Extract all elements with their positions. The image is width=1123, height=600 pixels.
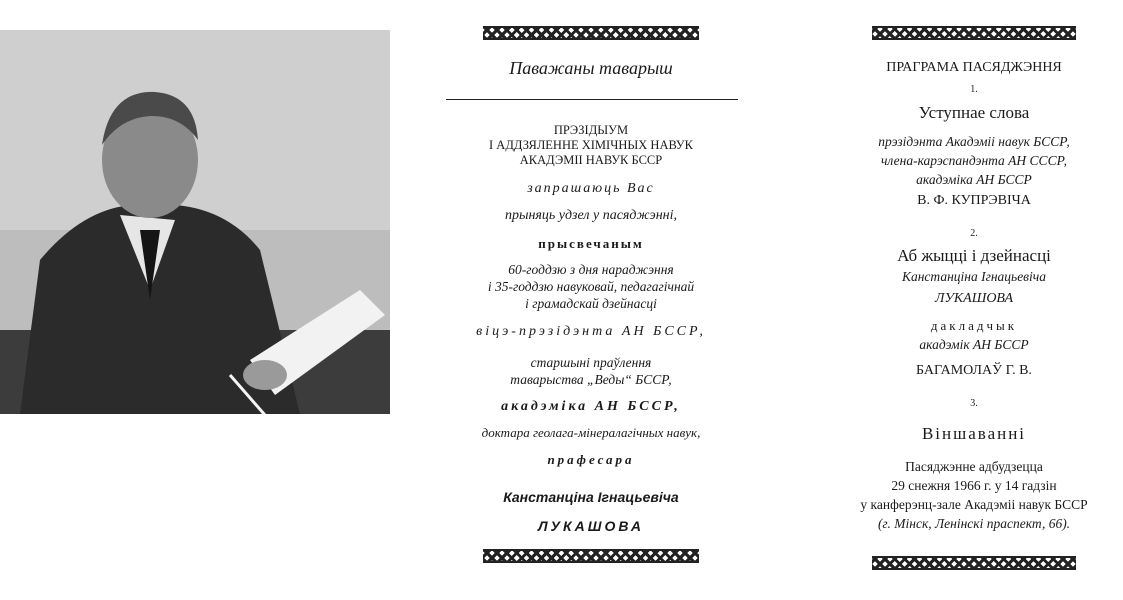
program-title: ПРАГРАМА ПАСЯДЖЭННЯ xyxy=(886,60,1062,75)
org-line-3: АКАДЭМІІ НАВУК БССР xyxy=(519,153,663,167)
footer-line-3: у канферэнц-зале Акадэміі навук БССР xyxy=(860,497,1088,512)
org-line-2: І АДДЗЯЛЕННЕ ХІМІЧНЫХ НАВУК xyxy=(489,138,693,152)
anniversary-line-1: 60-годдзю з дня нараджэння xyxy=(508,262,674,277)
item-2-heading: Аб жыцці і дзейнасці xyxy=(897,246,1051,265)
portrait-photo xyxy=(0,30,390,414)
anniversary-line-3: і грамадскай дзейнасці xyxy=(525,296,657,311)
divider-line xyxy=(446,99,738,100)
dedicated-line: прысвечаным xyxy=(538,236,644,251)
invite-line: запрашаюць Вас xyxy=(527,181,655,196)
item-3-heading: Віншаванні xyxy=(921,424,1027,443)
chair-line-2: таварыства „Веды“ БССР, xyxy=(510,372,672,387)
program-ornament-bottom xyxy=(872,556,1076,570)
item-2-speaker: БАГАМОЛАЎ Г. В. xyxy=(916,363,1032,378)
item-2-number: 2. xyxy=(970,228,978,239)
vice-president-line: віцэ-прэзідэнта АН БССР, xyxy=(476,324,706,339)
item-1-line-2: члена-карэспандэнта АН СССР, xyxy=(880,153,1068,168)
item-1-line-1: прэзідэнта Акадэміі навук БССР, xyxy=(878,134,1070,149)
item-1-line-3: акадэміка АН БССР xyxy=(916,172,1032,187)
doctor-line: доктара геолага-мінералагічных навук, xyxy=(481,425,701,440)
academician-line: акадэміка АН БССР, xyxy=(501,399,681,414)
greeting: Паважаны таварыш xyxy=(509,58,673,78)
professor-line: прафесара xyxy=(547,452,635,467)
anniversary-line-2: і 35-годдзю навуковай, педагагічнай xyxy=(487,279,695,294)
org-line-1: ПРЭЗІДЫУМ xyxy=(553,123,629,137)
item-2-surname: ЛУКАШОВА xyxy=(934,291,1014,306)
item-1-number: 1. xyxy=(970,84,978,95)
footer-line-4: (г. Мінск, Ленінскі праспект, 66). xyxy=(877,516,1071,531)
honoree-name: Канстанціна Ігнацьевіча xyxy=(503,489,679,505)
item-2-title: акадэмік АН БССР xyxy=(919,337,1029,352)
ornament-bottom xyxy=(483,549,699,563)
item-1-heading: Уступнае слова xyxy=(918,103,1030,122)
program-ornament-top xyxy=(872,26,1076,40)
item-2-name: Канстанціна Ігнацьевіча xyxy=(902,269,1046,284)
item-1-speaker: В. Ф. КУПРЭВІЧА xyxy=(917,193,1031,208)
chair-line-1: старшыні праўлення xyxy=(530,355,652,370)
honoree-surname: ЛУКАШОВА xyxy=(537,518,645,534)
portrait-illustration xyxy=(0,30,390,414)
ornament-top xyxy=(483,26,699,40)
item-2-role: дакладчык xyxy=(930,318,1018,333)
item-3-number: 3. xyxy=(970,398,978,409)
participate-line: прыняць удзел у пасяджэнні, xyxy=(505,208,677,223)
footer-line-2: 29 снежня 1966 г. у 14 гадзін xyxy=(891,478,1057,493)
footer-line-1: Пасяджэнне адбудзецца xyxy=(905,459,1043,474)
